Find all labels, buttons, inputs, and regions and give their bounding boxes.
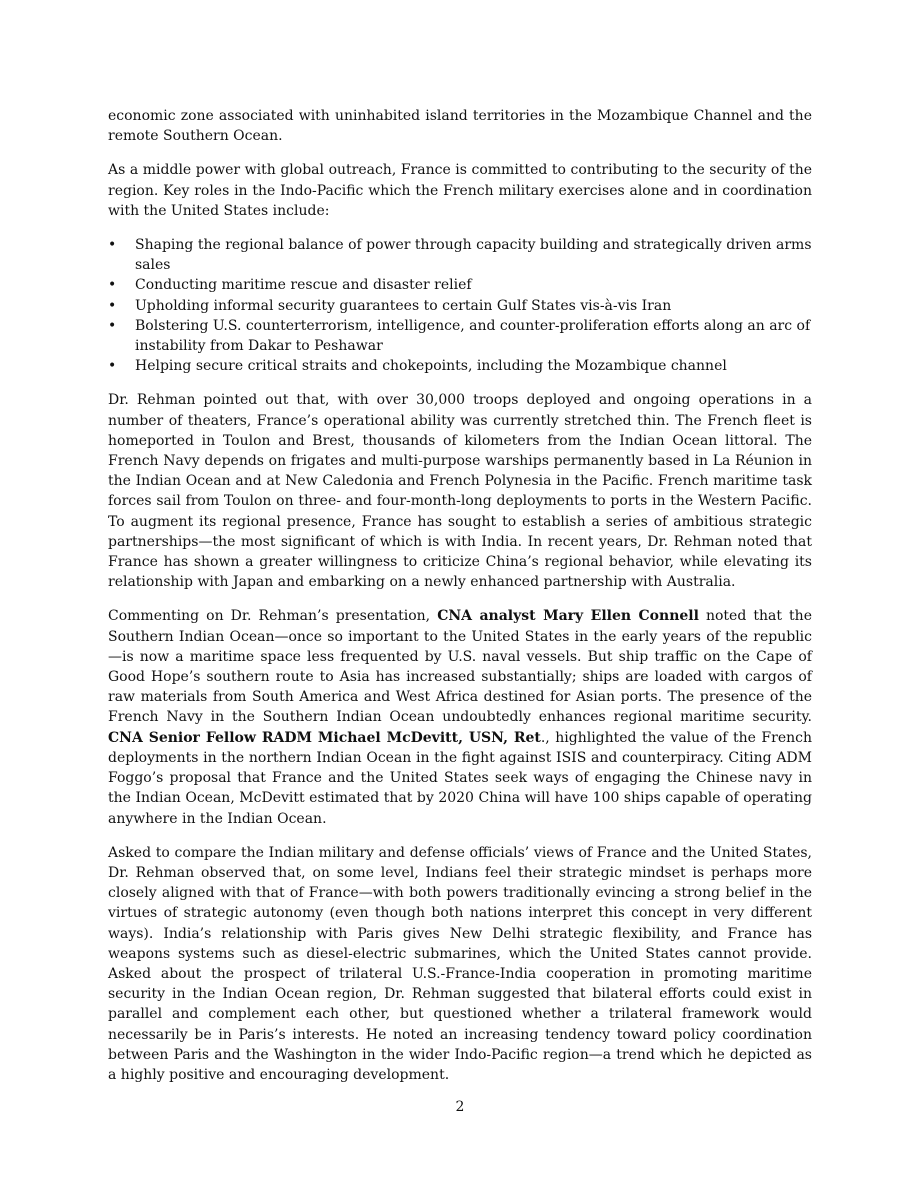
list-item: • Bolstering U.S. counterterrorism, intelligence, and counter-proliferation efforts along an arc of instability from Dakar to Peshawar [108,316,812,356]
commentary-text-2: noted that the Southern Indian Ocean—once so important to the United States in the early years of the republic—is now a maritime space less frequented by U.S. naval vessels. But ship traffic on the Cape of Good Hope’s southern route to Asia has increased substantially; ships are loaded with cargos of raw materials from South America and West Africa destined for Asian ports. The presence of the French Navy in the Southern Indian Ocean undoubtedly enhances regional maritime security. [108,608,812,726]
list-item: • Conducting maritime rescue and disaster relief [108,275,812,295]
list-item: • Shaping the regional balance of power through capacity building and strategically driven arms sales [108,235,812,275]
paragraph-operational-ability: Dr. Rehman pointed out that, with over 30,000 troops deployed and ongoing operations in a number of theaters, France’s operational ability was currently stretched thin. The French fleet is homeported in Toulon and Brest, thousands of kilometers from the Indian Ocean littoral. The French Navy depends on frigates and multi-purpose warships permanently based in La Réunion in the Indian Ocean and at New Caledonia and French Polynesia in the Pacific. French maritime task forces sail from Toulon on three- and four-month-long deployments to ports in the Western Pacific. To augment its regional presence, France has sought to establish a series of ambitious strategic partnerships—the most significant of which is with India. In recent years, Dr. Rehman noted that France has shown a greater willingness to criticize China’s regional behavior, while elevating its relationship with Japan and embarking on a newly enhanced partnership with Australia. [108,392,812,591]
list-item: • Helping secure critical straits and chokepoints, including the Mozambique channel [108,356,812,376]
paragraph-comparison: Asked to compare the Indian military and defense officials’ views of France and the United States, Dr. Rehman observed that, on some level, Indians feel their strategic mindset is perhaps more closely aligned with that of France—with both powers traditionally evincing a strong belief in the virtues of strategic autonomy (even though both nations interpret this concept in very different ways). India’s relationship with Paris gives New Delhi strategic flexibility, and France has weapons systems such as diesel-electric submarines, which the United States cannot provide. Asked about the prospect of trilateral U.S.-France-India cooperation in promoting maritime security in the Indian Ocean region, Dr. Rehman suggested that bilateral efforts could exist in parallel and complement each other, but questioned whether a trilateral framework would necessarily be in Paris’s interests. He noted an increasing tendency toward policy coordination between Paris and the Washington in the wider Indo-Pacific region—a trend which he depicted as a highly positive and encouraging development. [108,844,812,1083]
commentary-text-1: Commenting on Dr. Rehman’s presentation, [108,608,438,625]
document-page [108,106,812,1099]
commentator-name-mcdevitt: CNA Senior Fellow RADM Michael McDevitt, USN, Ret [108,729,541,746]
page-number: 2 [455,1099,465,1115]
list-item: • Upholding informal security guarantees to certain Gulf States vis-à-vis Iran [108,296,812,316]
paragraph-commentary [108,606,812,828]
paragraph-continuation: economic zone associated with uninhabited island territories in the Mozambique Channel and the remote Southern Ocean. [108,108,812,145]
commentary-text-3: ., highlighted the value of the French deployments in the northern Indian Ocean in the fight against ISIS and counterpiracy. Citing ADM Foggo’s proposal that France and the United States seek ways of engaging the Chinese navy in the Indian Ocean, McDevitt estimated that by 2020 China will have 100 ships capable of operating anywhere in the Indian Ocean. [108,729,812,827]
key-roles-list [108,235,812,376]
commentator-name-connell: CNA analyst Mary Ellen Connell [437,608,699,625]
paragraph-france-role: As a middle power with global outreach, France is committed to contributing to the security of the region. Key roles in the Indo-Pacific which the French military exercises alone and in coordination with the United States include: [108,162,812,219]
